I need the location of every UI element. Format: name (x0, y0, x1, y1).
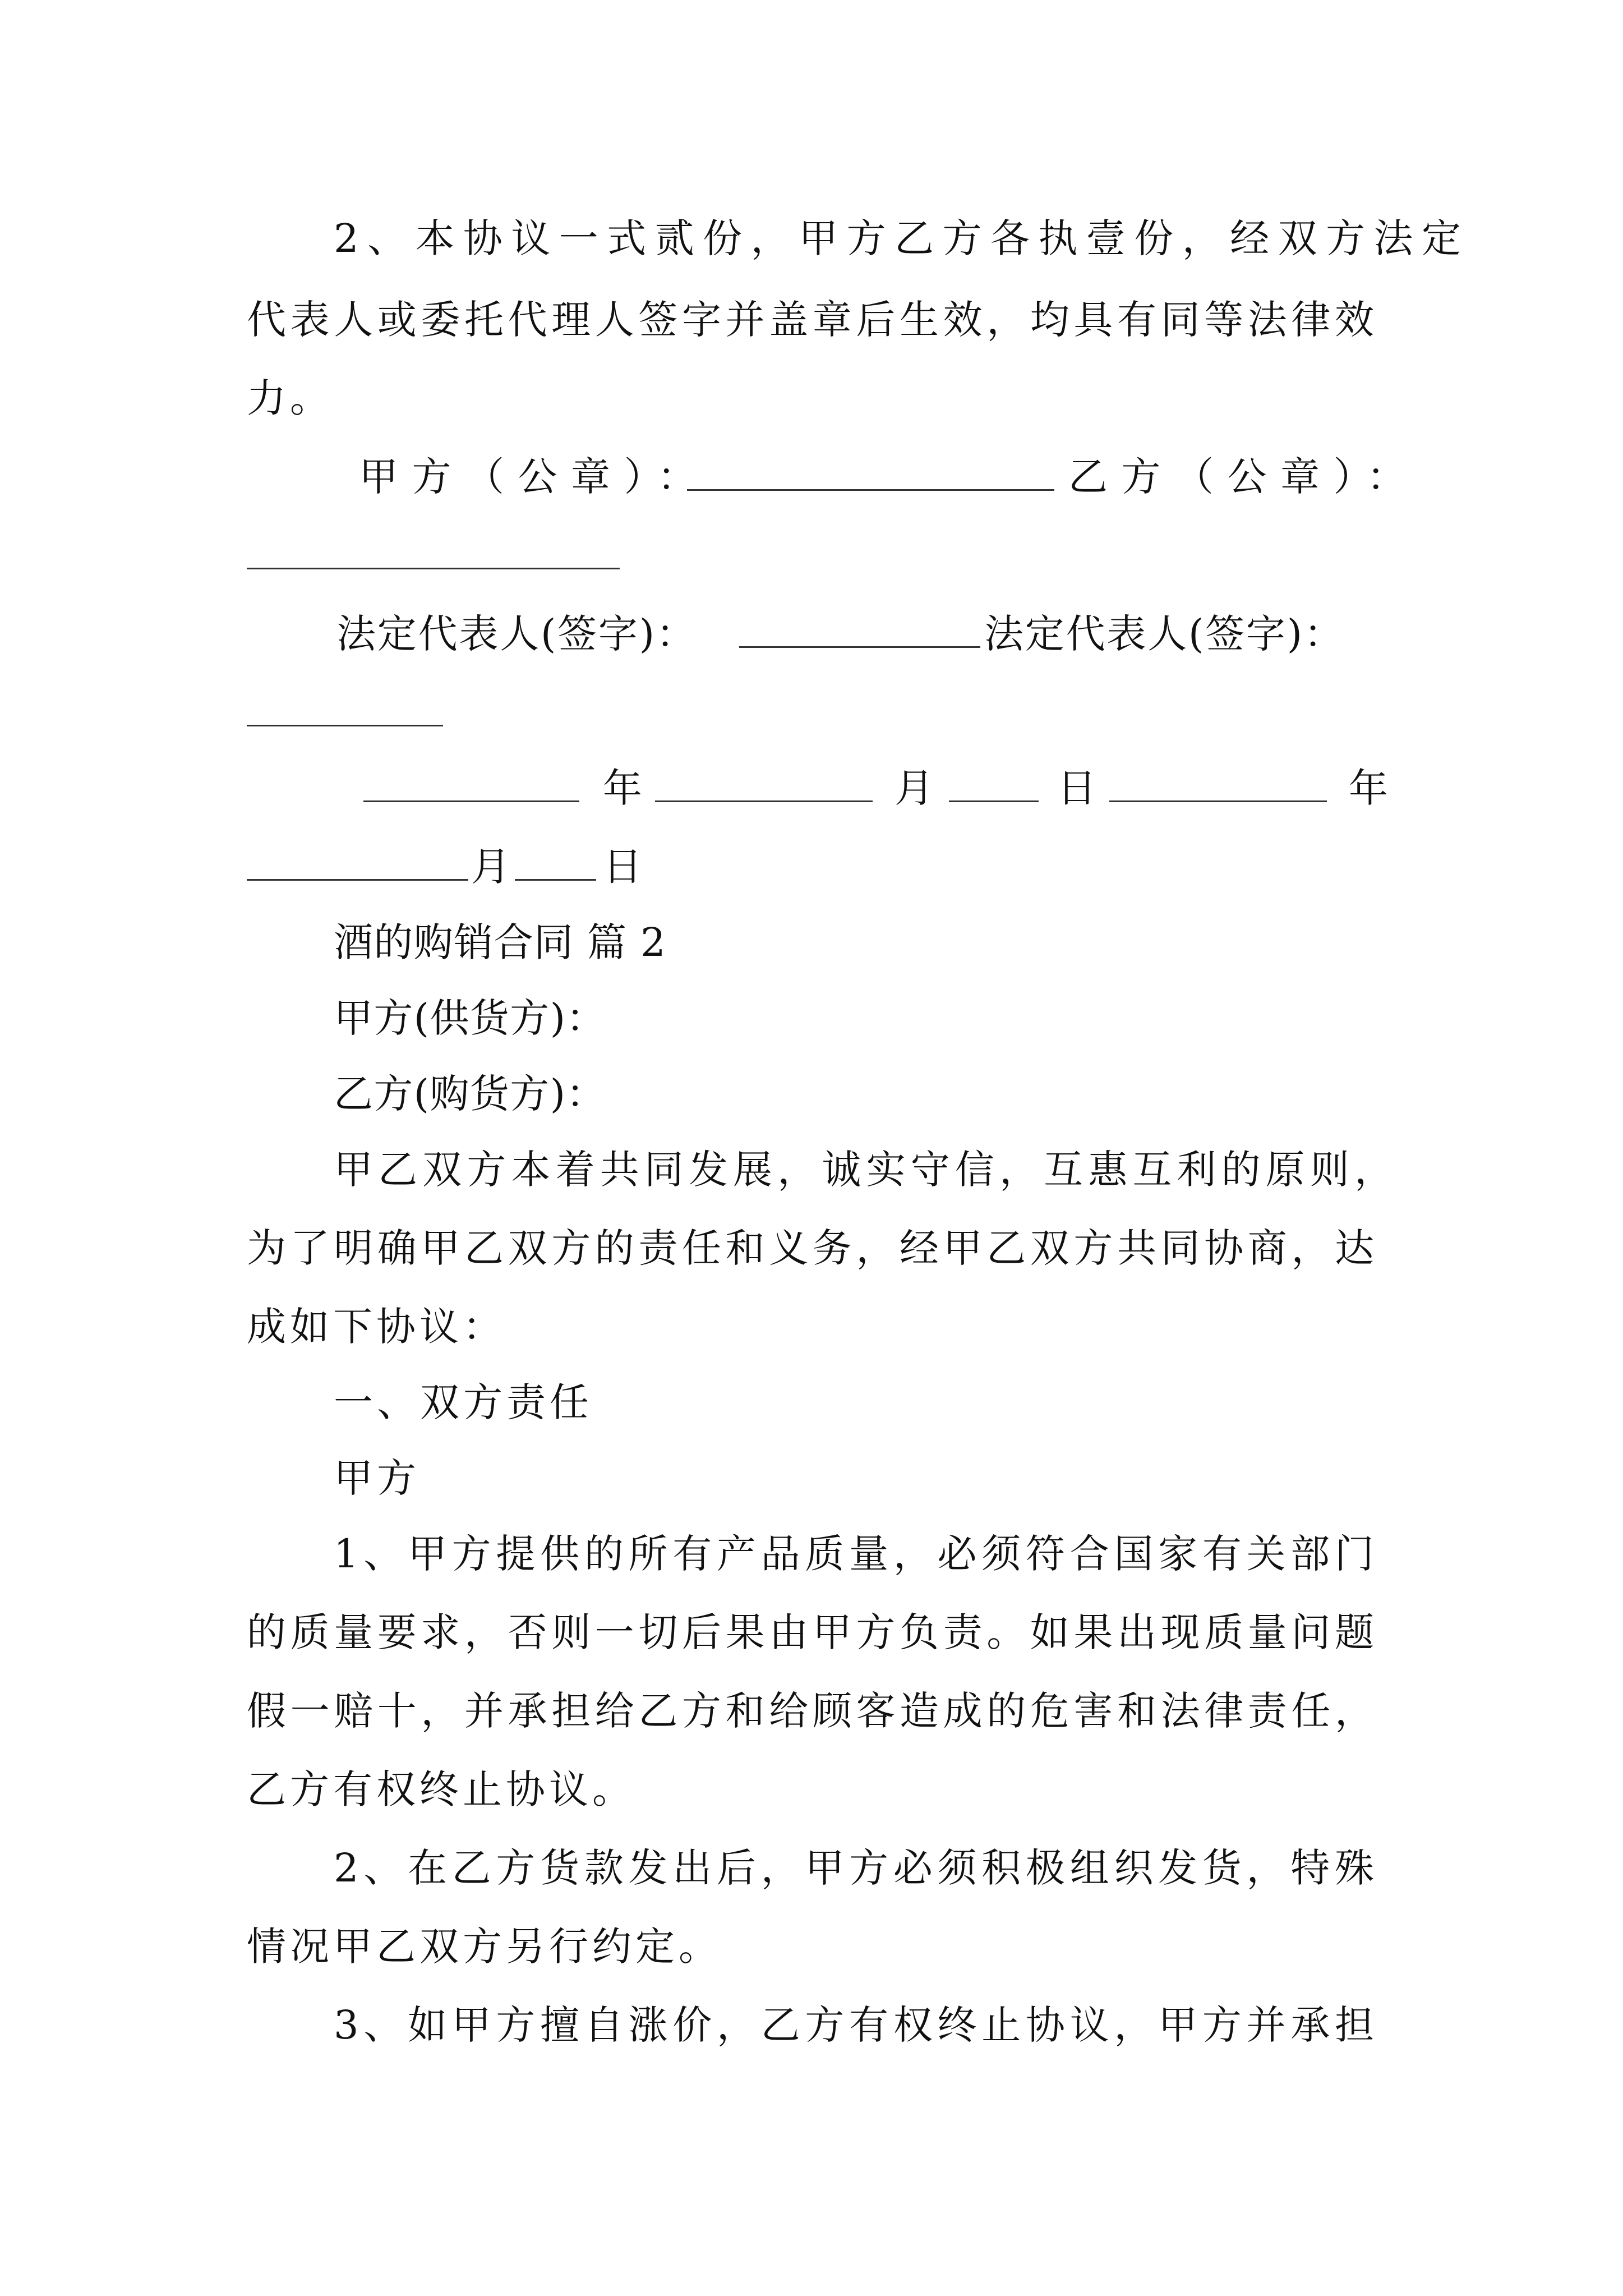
date-blank-1 (363, 766, 579, 811)
date-blank[interactable] (515, 844, 596, 881)
paragraph-line: 2、在乙方货款发出后，甲方必须积极组织发货，特殊 (334, 1845, 1374, 1891)
signature-blank[interactable] (739, 611, 980, 648)
signature-blank[interactable] (687, 454, 1054, 491)
date-month-label: 月 (895, 765, 938, 811)
date-blank-5 (247, 844, 468, 890)
party-a-label: 甲方(供货方)： (334, 995, 606, 1041)
paragraph-line: 甲乙双方本着共同发展，诚实守信，互惠互利的原则， (334, 1147, 1394, 1193)
paragraph-line: 乙方有权终止协议。 (247, 1766, 635, 1812)
subheading-party-a: 甲方 (334, 1455, 420, 1501)
date-year-label: 年 (603, 765, 646, 811)
signature-blank[interactable] (247, 533, 620, 569)
date-day-label: 日 (1057, 765, 1100, 811)
date-month-label: 月 (471, 844, 514, 890)
party-b-seal-label: 乙方（公章）： (1068, 454, 1420, 500)
section-heading: 一、双方责任 (334, 1379, 593, 1425)
date-blank[interactable] (247, 844, 468, 881)
party-b-rep-label: 法定代表人(签字)： (984, 611, 1345, 657)
party-a-rep-label: 法定代表人(签字)： (336, 611, 697, 657)
paragraph-line: 2、本协议一式贰份，甲方乙方各执壹份，经双方法定 (334, 215, 1461, 261)
date-blank-3 (949, 766, 1039, 811)
date-blank[interactable] (655, 766, 873, 802)
paragraph-line: 的质量要求，否则一切后果由甲方负责。如果出现质量问题 (247, 1609, 1374, 1655)
date-blank-4 (1109, 766, 1327, 811)
seal-line-a (687, 454, 1054, 500)
paragraph-line: 力。 (247, 375, 333, 421)
section-title: 酒的购销合同 篇 2 (334, 919, 667, 965)
party-b-label: 乙方(购货方)： (334, 1071, 606, 1117)
paragraph-line: 情况甲乙双方另行约定。 (247, 1924, 722, 1970)
signature-blank[interactable] (247, 690, 443, 726)
paragraph-line: 3、如甲方擅自涨价，乙方有权终止协议，甲方并承担 (334, 2002, 1374, 2048)
date-blank[interactable] (1109, 766, 1327, 802)
rep-line-b (247, 690, 443, 735)
date-day-label: 日 (603, 844, 646, 890)
paragraph-line: 成如下协议： (247, 1304, 506, 1350)
seal-line-b (247, 533, 620, 578)
paragraph-line: 1、甲方提供的所有产品质量，必须符合国家有关部门 (334, 1531, 1374, 1577)
party-a-seal-label: 甲方（公章）： (359, 454, 711, 500)
date-blank-6 (515, 844, 596, 890)
date-year-label: 年 (1349, 765, 1392, 811)
date-blank[interactable] (363, 766, 579, 802)
paragraph-line: 为了明确甲乙双方的责任和义务，经甲乙双方共同协商，达 (247, 1225, 1374, 1271)
paragraph-line: 假一赔十，并承担给乙方和给顾客造成的危害和法律责任， (247, 1688, 1374, 1734)
date-blank[interactable] (949, 766, 1039, 802)
date-blank-2 (655, 766, 873, 811)
paragraph-line: 代表人或委托代理人签字并盖章后生效，均具有同等法律效 (247, 297, 1374, 343)
rep-line-a (739, 611, 980, 657)
